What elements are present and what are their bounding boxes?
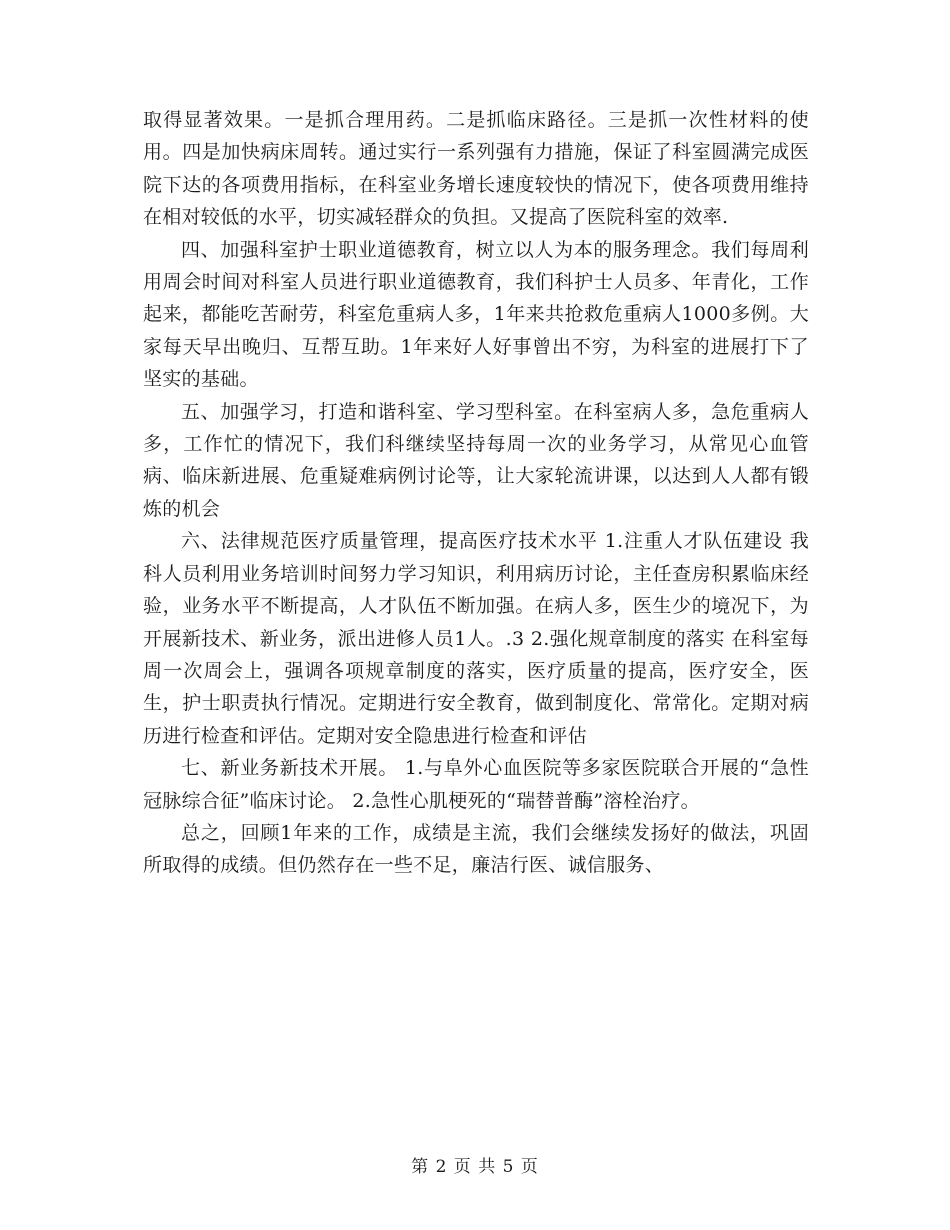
text-line: 五、加强学习，打造和谐科室、学习型科室。在科室病人多，急 bbox=[181, 400, 731, 423]
text-line: 的落实，医疗质量的提高，医疗安全，医生，护士职责执行情况。定 bbox=[143, 659, 809, 715]
text-line: 期进行安全教育，做到制度化、常常化。定期对病历进行检查和评估。 bbox=[143, 692, 809, 747]
text-line: 事曾出不穷，为科室的进展打下了坚实的基础。 bbox=[143, 335, 809, 391]
text-line: 多，医生少的境况下，为开展新技术、新业务，派出进修人员1人。. bbox=[143, 595, 809, 650]
text-line: 总之，回顾1年来的工作，成绩是主流，我们会继续发扬好的做 bbox=[181, 821, 731, 844]
paragraph-quality-management bbox=[143, 525, 809, 752]
text-line: 的“急性冠脉综合征”临床讨论。 2.急性心肌梗死的“瑞替普酶”溶 bbox=[143, 757, 809, 812]
text-line: 情况下，使各项费用维持在相对较低的水平，切实减轻群众的负担。 bbox=[143, 173, 809, 229]
text-line: 课，以达到人人都有锻炼的机会 bbox=[143, 465, 809, 520]
paragraph-new-techniques bbox=[143, 752, 809, 817]
text-line: 3 2.强化规章制度的落实 在科室每周一次周会上，强调各项规章制度 bbox=[143, 627, 809, 682]
text-line: 栓治疗。 bbox=[622, 789, 700, 812]
paragraph-summary bbox=[143, 817, 809, 882]
text-line: 六、法律规范医疗质量管理，提高医疗技术水平 1.注重人才队伍 bbox=[181, 530, 744, 553]
text-line: 四、加强科室护士职业道德教育，树立以人为本的服务理念。我 bbox=[181, 238, 731, 261]
text-line: 取得显著效果。一是抓合理用药。二是抓临床路径。三是抓一次性材 bbox=[143, 109, 750, 131]
text-line: 定期对安全隐患进行检查和评估 bbox=[316, 724, 587, 747]
text-line: 科室圆满完成医院下达的各项费用指标，在科室业务增长速度较快的 bbox=[143, 141, 809, 196]
paragraph-learning bbox=[143, 396, 809, 526]
text-line: 又提高了医院科室的效率. bbox=[509, 206, 729, 229]
text-line: 法，巩固所取得的成绩。但仍然存在一些不足，廉洁行医、诚信服务、 bbox=[143, 821, 809, 877]
text-line: 们每周利用周会时间对科室人员进行职业道德教育，我们科护士人员 bbox=[143, 238, 810, 294]
text-line: 从常见心血管病、临床新进展、危重疑难病例讨论等，让大家轮流讲 bbox=[143, 433, 809, 488]
text-line: 料的使用。四是加快病床周转。通过实行一系列强有力措施，保证了 bbox=[143, 109, 809, 164]
text-line: 查房积累临床经验，业务水平不断提高，人才队伍不断加强。在病人 bbox=[143, 562, 809, 618]
paragraph-ethics-education bbox=[143, 234, 809, 396]
text-line: 危重病人多，工作忙的情况下，我们科继续坚持每周一次的业务学习， bbox=[143, 400, 810, 456]
text-line: 建设 我科人员利用业务培训时间努力学习知识，利用病历讨论，主任 bbox=[143, 530, 809, 585]
text-line: 七、新业务新技术开展。 1.与阜外心血医院等多家医院联合开展 bbox=[181, 757, 740, 780]
text-line: 救危重病人1000多例。大家每天早出晚归、互帮互助。1年来好人好 bbox=[143, 303, 809, 358]
page-number-footer: 第 2 页 共 5 页 bbox=[411, 1157, 539, 1177]
text-line: 多、年青化，工作起来，都能吃苦耐劳，科室危重病人多，1年来共抢 bbox=[143, 271, 809, 326]
document-body bbox=[143, 104, 809, 882]
paragraph-cost-control bbox=[143, 104, 809, 234]
